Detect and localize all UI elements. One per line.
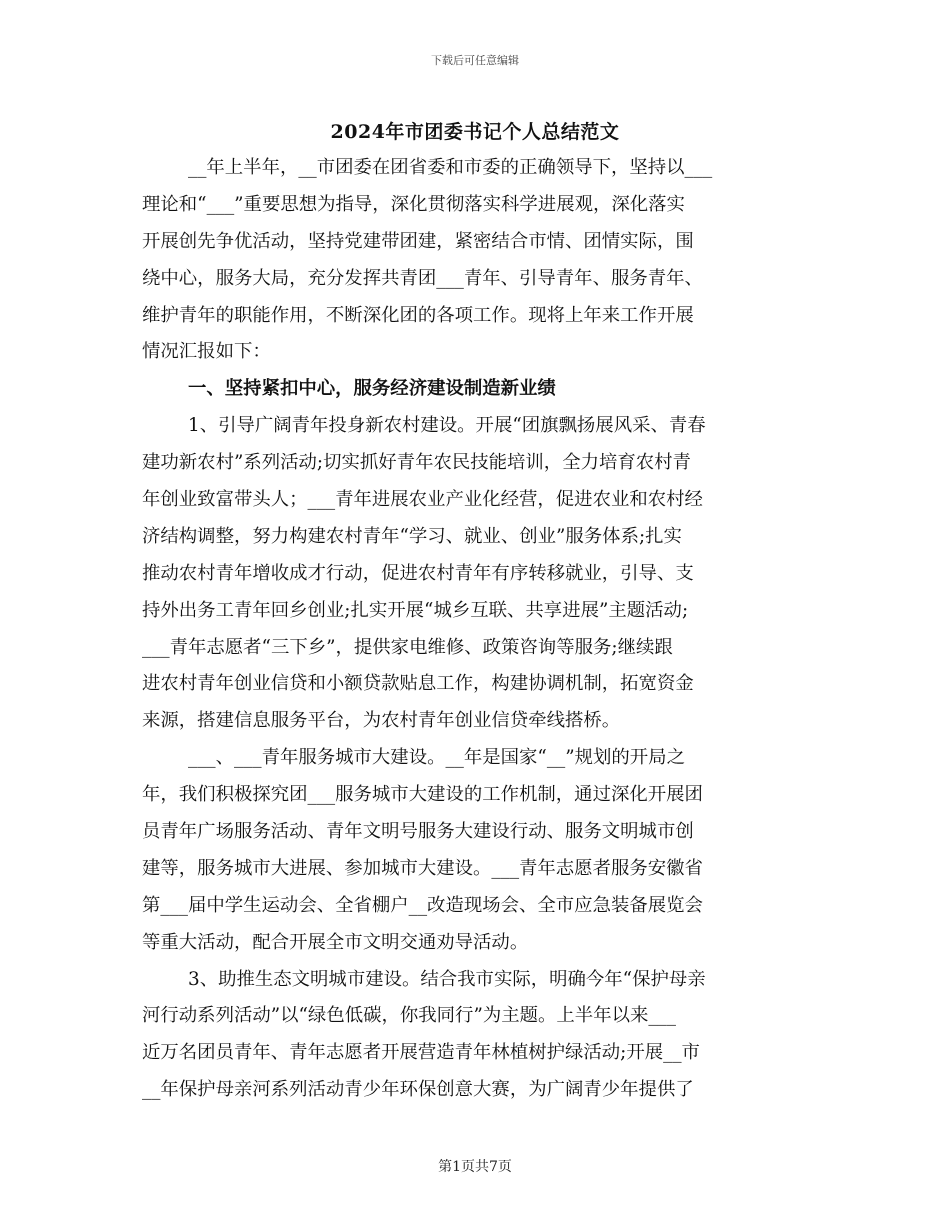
section-heading: 一、坚持紧扣中心，服务经济建设制造新业绩 xyxy=(188,378,556,400)
paragraph-line: 维护青年的职能作用，不断深化团的各项工作。现将上年来工作开展 xyxy=(142,304,694,326)
document-body xyxy=(142,150,810,1109)
paragraph-line: 建等，服务城市大进展、参加城市大建设。___青年志愿者服务安徽省 xyxy=(142,857,703,879)
paragraph-line: 建功新农村”系列活动;切实抓好青年农民技能培训，全力培育农村青 xyxy=(142,452,691,474)
paragraph-line: 河行动系列活动”以“绿色低碳，你我同行”为主题。上半年以来___ xyxy=(142,1005,676,1027)
paragraph-line: 理论和“___”重要思想为指导，深化贯彻落实科学进展观，深化落实 xyxy=(142,193,685,215)
paragraph-line: 1、引导广阔青年投身新农村建设。开展“团旗飘扬展风采、青春 xyxy=(188,415,706,437)
paragraph-line: 等重大活动，配合开展全市文明交通劝导活动。 xyxy=(142,931,529,953)
paragraph-line: __年上半年，__市团委在团省委和市委的正确领导下，坚持以___ xyxy=(188,157,713,178)
page-header-note: 下载后可任意编辑 xyxy=(431,54,519,67)
paragraph-line: ___青年志愿者“三下乡”，提供家电维修、政策咨询等服务;继续跟 xyxy=(142,636,673,658)
paragraph-line: 绕中心，服务大局，充分发挥共青团___青年、引导青年、服务青年、 xyxy=(142,267,703,289)
paragraph-line: 进农村青年创业信贷和小额贷款贴息工作，构建协调机制，拓宽资金 xyxy=(142,673,694,695)
document-title: 2024年市团委书记个人总结范文 xyxy=(330,121,620,143)
paragraph-line: ___、___青年服务城市大建设。__年是国家“__”规划的开局之 xyxy=(188,747,685,769)
paragraph-line: 开展创先争优活动，坚持党建带团建，紧密结合市情、团情实际，围 xyxy=(142,230,694,252)
paragraph-line: 来源，搭建信息服务平台，为农村青年创业信贷牵线搭桥。 xyxy=(142,710,621,732)
paragraph-line: 年创业致富带头人；___青年进展农业产业化经营，促进农业和农村经 xyxy=(142,489,703,511)
paragraph-line: __年保护母亲河系列活动青少年环保创意大赛，为广阔青少年提供了 xyxy=(142,1079,694,1101)
paragraph-line: 3、助推生态文明城市建设。结合我市实际，明确今年“保护母亲 xyxy=(188,968,706,990)
paragraph-line: 近万名团员青年、青年志愿者开展营造青年林植树护绿活动;开展__市 xyxy=(142,1042,700,1064)
paragraph-line: 第___届中学生运动会、全省棚户__改造现场会、全市应急装备展览会 xyxy=(142,894,703,916)
paragraph-line: 推动农村青年增收成才行动，促进农村青年有序转移就业，引导、支 xyxy=(142,562,694,584)
paragraph-line: 济结构调整，努力构建农村青年“学习、就业、创业”服务体系;扎实 xyxy=(142,525,682,547)
paragraph-line: 年，我们积极探究团___服务城市大建设的工作机制，通过深化开展团 xyxy=(142,784,703,806)
paragraph-line: 情况汇报如下： xyxy=(142,341,271,363)
page-number: 第1页共7页 xyxy=(438,1159,512,1175)
paragraph-line: 持外出务工青年回乡创业;扎实开展“城乡互联、共享进展”主题活动; xyxy=(142,599,689,621)
paragraph-line: 员青年广场服务活动、青年文明号服务大建设行动、服务文明城市创 xyxy=(142,821,694,843)
